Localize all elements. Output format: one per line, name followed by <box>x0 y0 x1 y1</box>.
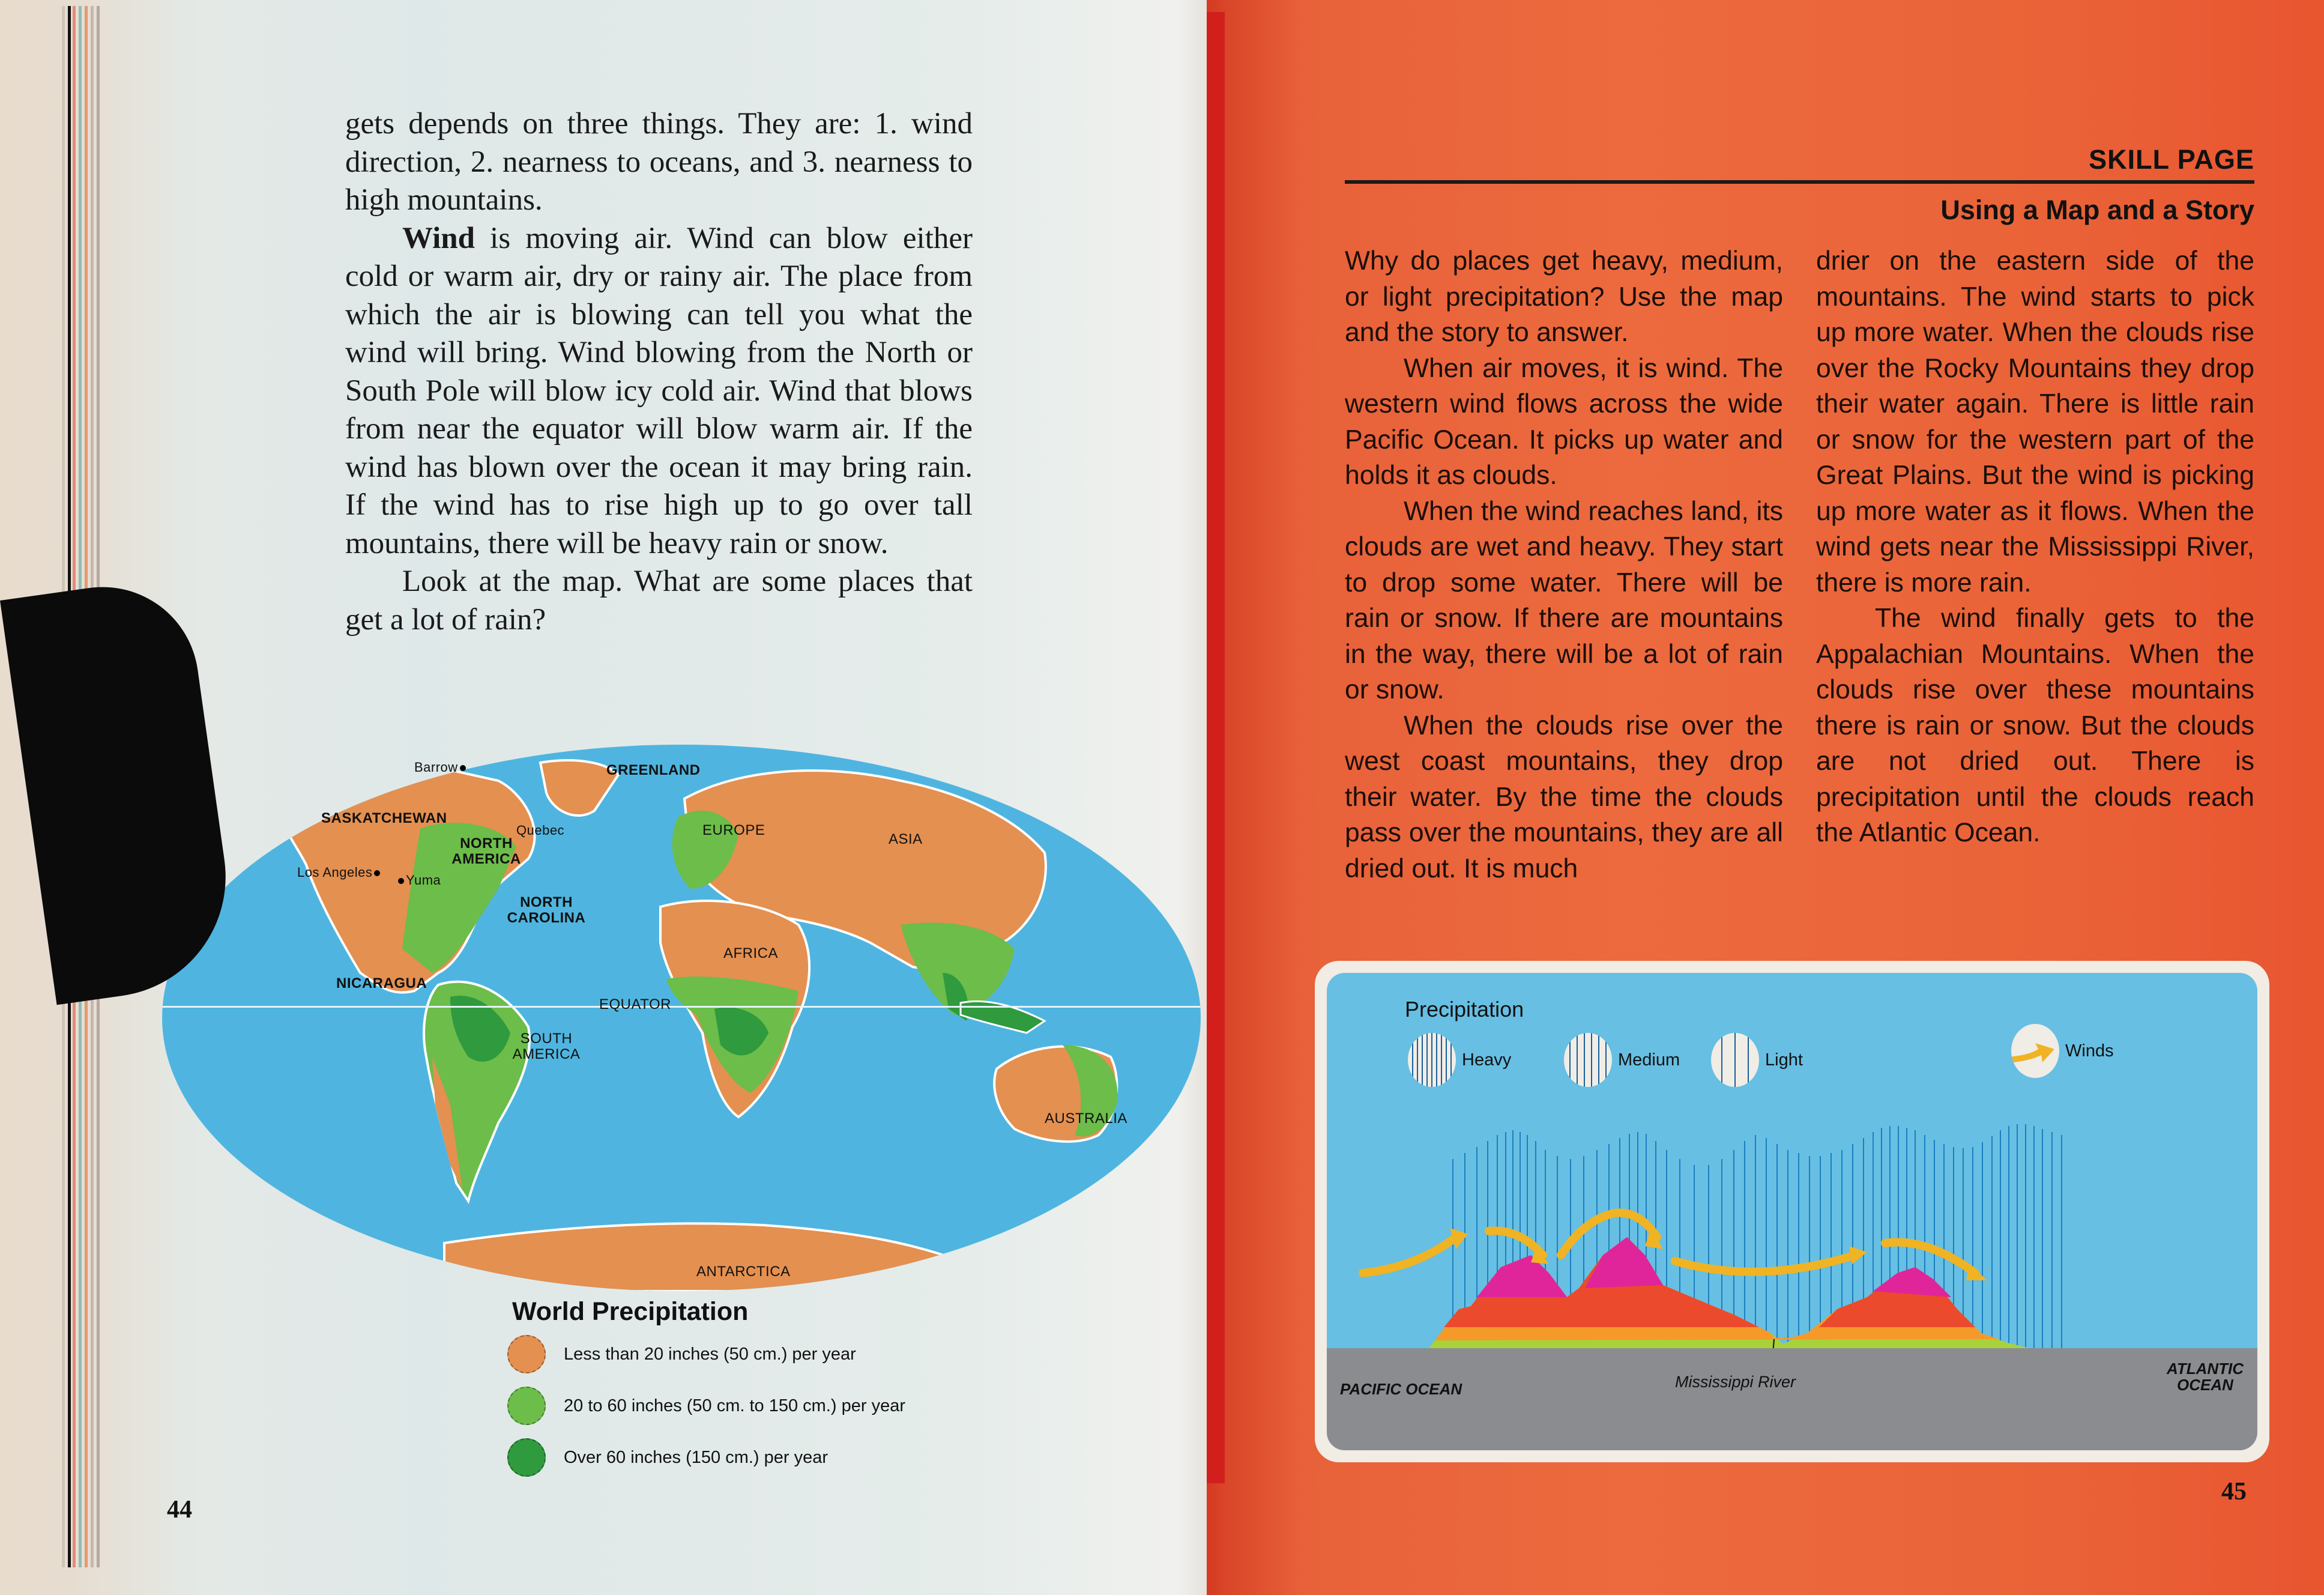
ocean <box>162 745 1201 1291</box>
label-atlantic-ocean: ATLANTIC OCEAN <box>2166 1360 2244 1394</box>
legend-item-medium: 20 to 60 inches (50 cm. to 150 cm.) per year <box>507 1387 905 1425</box>
header-rule <box>1345 180 2254 184</box>
paragraph: drier on the eastern side of the mountains. The wind starts to pick up more water. When the clouds rise over the Rocky Mountains they drop their water again. There is little rain or snow for the western part of the Great Plains. But the wind is picking up more water as it flows. When the wind gets near the Mississippi River, there is more rain. <box>1816 246 2254 598</box>
map-label-antarctica: ANTARCTICA <box>696 1264 791 1280</box>
map-label-north-carolina: NORTH CAROLINA <box>507 894 586 926</box>
page-title: Using a Map and a Story <box>1940 195 2254 225</box>
map-label-yuma: Yuma <box>396 873 441 888</box>
story-column-right <box>1816 243 2254 886</box>
map-label-quebec: Quebec <box>516 823 565 838</box>
map-label-nicaragua: NICARAGUA <box>336 975 427 991</box>
map-label-north-america: NORTH AMERICA <box>451 835 521 867</box>
gutter-stripe <box>1207 12 1225 1483</box>
label-pacific-ocean: PACIFIC OCEAN <box>1340 1380 1462 1398</box>
map-label-barrow: Barrow <box>414 760 468 775</box>
legend-item-dry: Less than 20 inches (50 cm.) per year <box>507 1335 905 1373</box>
map-label-south-america: SOUTH AMERICA <box>512 1031 581 1062</box>
map-label-europe: EUROPE <box>702 822 765 838</box>
page-number-left: 44 <box>167 1496 192 1524</box>
paragraph: Look at the map. What are some places that get a lot of rain? <box>345 564 973 637</box>
map-label-australia: AUSTRALIA <box>1045 1110 1127 1127</box>
paragraph: When the clouds rise over the west coast mountains, they drop their water. By the time the clouds pass over the mountains, they are all dried out. It is much <box>1345 710 1783 883</box>
paragraph: gets depends on three things. They are: 1. wind direction, 2. nearness to oceans, and 3. nearness to high mountains. <box>345 107 973 217</box>
body-text-left <box>345 105 973 639</box>
paragraph: When air moves, it is wind. The western wind flows across the wide Pacific Ocean. It picks up water and holds it as clouds. <box>1345 353 1783 490</box>
swatch-medium <box>507 1387 546 1425</box>
precipitation-diagram <box>1315 961 2269 1462</box>
page-number-right: 45 <box>2221 1478 2247 1506</box>
diagram-legend-title: Precipitation <box>1405 997 1524 1021</box>
legend-item-wet: Over 60 inches (150 cm.) per year <box>507 1438 905 1477</box>
swatch-dry <box>507 1335 546 1373</box>
story-column-left <box>1345 243 1783 886</box>
legend-medium: Medium <box>1564 1033 1680 1087</box>
map-label-asia: ASIA <box>889 831 923 847</box>
ground <box>1327 1348 2257 1450</box>
story-columns <box>1345 243 2254 886</box>
swatch-wet <box>507 1438 546 1477</box>
legend-light: Light <box>1711 1033 1803 1087</box>
paragraph: When the wind reaches land, its clouds are wet and heavy. They start to drop some water. There will be rain or snow. If there are mountains in the way, there will be a lot of rain or snow. <box>1345 496 1783 704</box>
diagram-panel <box>1327 973 2257 1450</box>
bold-term: Wind <box>402 221 475 255</box>
map-label-los-angeles: Los Angeles <box>297 865 382 880</box>
legend-title: World Precipitation <box>512 1297 749 1326</box>
legend-heavy: Heavy <box>1408 1033 1511 1087</box>
map-label-equator: EQUATOR <box>599 996 671 1012</box>
map-label-saskatchewan: SASKATCHEWAN <box>321 810 447 826</box>
paragraph: The wind finally gets to the Appalachian Mountains. When the clouds rise over these mountains there is rain or snow. But the clouds are not dried out. There is precipitation until the clouds reach the Atlantic Ocean. <box>1816 604 2254 847</box>
map-label-greenland: GREENLAND <box>606 762 701 778</box>
equator-line <box>162 1006 1201 1008</box>
world-precipitation-map <box>162 745 1201 1291</box>
paragraph: Wind is moving air. Wind can blow either cold or warm air, dry or rainy air. The place from which the air is blowing can tell you what the wind will bring. Wind blowing from the North or South Pole will blow icy cold air. Wind that blows from near the equator will blow warm air. If the wind has blown over the ocean it may bring rain. If the wind has to rise high up to go over tall mountains, there will be heavy rain or snow. <box>345 221 973 560</box>
legend-winds: Winds <box>2011 1024 2114 1078</box>
label-mississippi-river: Mississippi River <box>1675 1373 1796 1391</box>
map-legend <box>507 1297 905 1490</box>
paragraph: Why do places get heavy, medium, or light precipitation? Use the map and the story to answer. <box>1345 246 1783 347</box>
skill-page-header <box>1345 144 2254 226</box>
section-label: SKILL PAGE <box>2089 144 2254 175</box>
map-label-africa: AFRICA <box>723 945 779 961</box>
